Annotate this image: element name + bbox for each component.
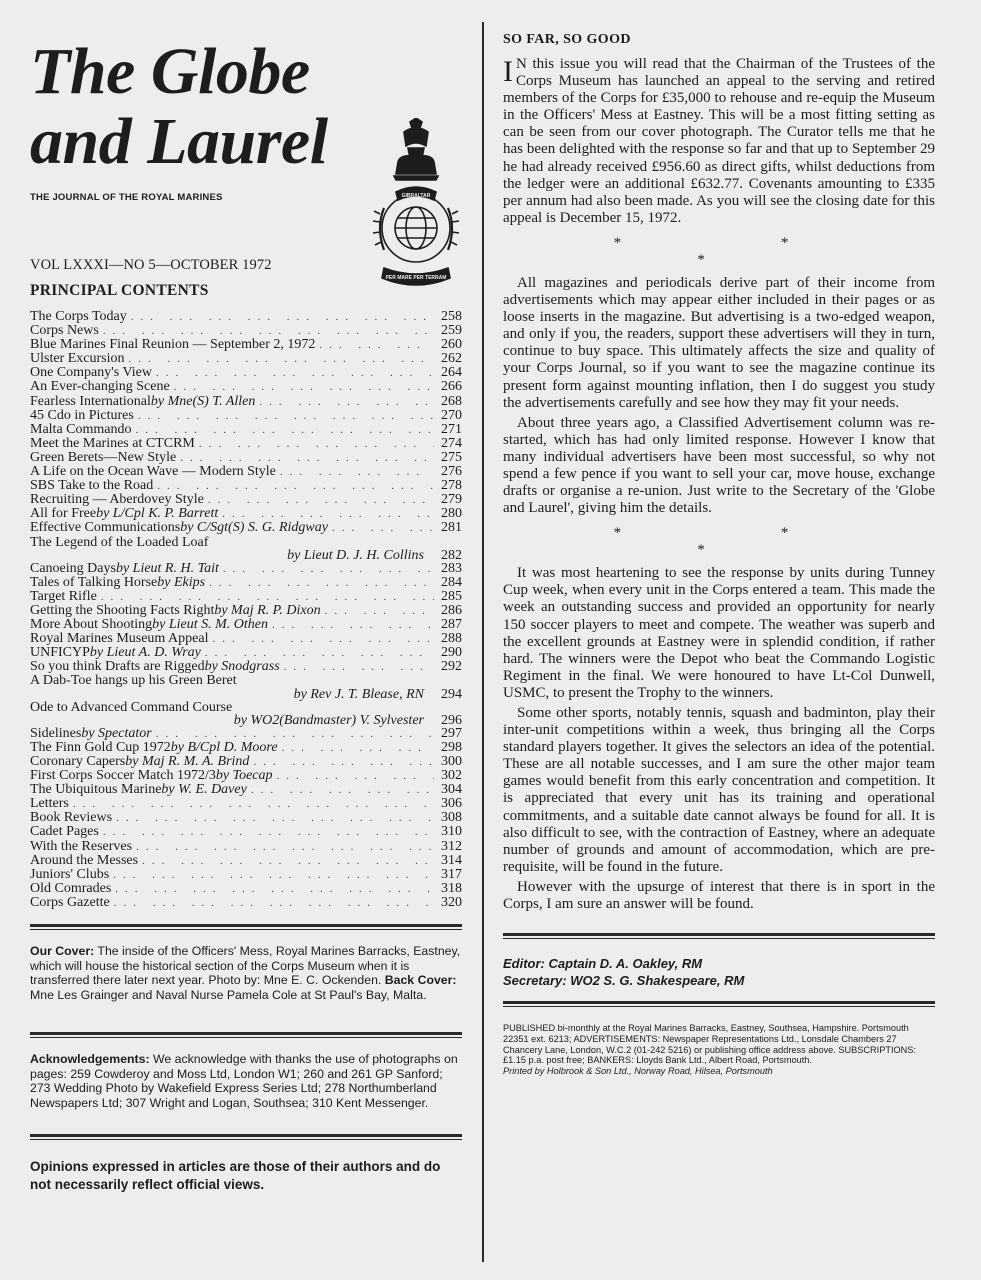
contents-item-page: 284 bbox=[441, 574, 462, 590]
cover-note-label: Our Cover: bbox=[30, 944, 95, 959]
contents-item-title: Around the Messes bbox=[30, 852, 139, 868]
rule-3 bbox=[30, 1134, 462, 1140]
contents-item-page: 259 bbox=[441, 323, 462, 339]
contents-item-byline: by Maj R. P. Dixon bbox=[214, 602, 321, 618]
contents-item-page: 260 bbox=[441, 337, 462, 353]
dot-leader bbox=[255, 396, 434, 409]
editorial-paragraph-6: However with the upsurge of interest that there is in sport in the Corps, I am sure an answer will be found. bbox=[503, 878, 935, 913]
dot-leader bbox=[195, 438, 434, 451]
contents-item-title: Target Rifle bbox=[30, 588, 97, 604]
dot-leader bbox=[132, 424, 435, 437]
contents-item-page: 300 bbox=[441, 754, 462, 769]
contents-item-page: 271 bbox=[441, 421, 462, 437]
masthead-title-line1: The Globe bbox=[30, 35, 310, 108]
contents-item-page: 258 bbox=[441, 309, 462, 324]
volume-line: VOL LXXXI—NO 5—OCTOBER 1972 bbox=[30, 257, 272, 273]
editorial-heading: SO FAR, SO GOOD bbox=[503, 32, 631, 47]
contents-item-byline: by Mne(S) T. Allen bbox=[150, 393, 256, 409]
column-divider bbox=[482, 22, 484, 1262]
contents-item bbox=[30, 811, 462, 825]
contents-item bbox=[30, 727, 462, 741]
contents-item bbox=[30, 769, 462, 783]
contents-item-title: First Corps Soccer Match 1972/3 bbox=[30, 768, 216, 784]
masthead-title-line2: and Laurel bbox=[30, 105, 328, 178]
contents-item bbox=[30, 741, 462, 755]
contents-item-title: Malta Commando bbox=[30, 421, 132, 437]
contents-item-title: Getting the Shooting Facts Right bbox=[30, 602, 215, 618]
drop-cap: I bbox=[503, 55, 513, 88]
section-break-stars-2: * * * bbox=[613, 525, 867, 559]
contents-item bbox=[30, 618, 462, 632]
contents-item-title: Green Berets—New Style bbox=[30, 449, 177, 465]
contents-item-page: 274 bbox=[441, 435, 462, 451]
contents-item-title: The Ubiquitous Marine bbox=[30, 782, 162, 798]
contents-item-byline-row bbox=[30, 714, 462, 727]
publisher-text: PUBLISHED bi-monthly at the Royal Marines Barracks, Eastney, Southsea, Hampshire. Portsmouth 22351 ext. 6213; ADVERTISEMENTS: Newspaper Representations Ltd., Lonsdale Chambers 27 Chancery Lane, London, W.C.2 (01-242 5216) or publishing office address above. SUBSCRIPTIONS: £1.15 p.a. post free; BANKERS: Lloyds Bank Ltd., Albert Road, Portsmouth. bbox=[503, 1023, 916, 1066]
dot-leader bbox=[138, 855, 434, 868]
contents-item-title: An Ever-changing Scene bbox=[30, 379, 170, 395]
publisher-info bbox=[503, 1023, 935, 1077]
contents-item-page: 302 bbox=[441, 768, 462, 784]
contents-item bbox=[30, 896, 462, 910]
section-break-stars: * * * bbox=[613, 234, 867, 268]
contents-item-title: Juniors' Clubs bbox=[30, 866, 110, 882]
contents-item-title: One Company's View bbox=[30, 365, 152, 381]
contents-item-title: UNFICYP bbox=[30, 645, 90, 661]
contents-item-byline: by Spectator bbox=[81, 725, 152, 741]
contents-item bbox=[30, 521, 462, 535]
contents-item bbox=[30, 352, 462, 366]
contents-list bbox=[30, 310, 462, 910]
contents-item-page: 285 bbox=[441, 588, 462, 604]
contents-item-byline-row bbox=[30, 549, 462, 562]
contents-item-byline: by Lieut R. H. Tait bbox=[115, 560, 219, 576]
contents-item bbox=[30, 755, 462, 769]
dot-leader bbox=[111, 883, 434, 896]
contents-item-page: 310 bbox=[441, 824, 462, 840]
contents-item-page: 292 bbox=[441, 659, 462, 675]
contents-item-byline: by Snodgrass bbox=[204, 659, 280, 675]
dot-leader bbox=[69, 798, 434, 811]
contents-item-title: Letters bbox=[30, 796, 69, 812]
left-column bbox=[30, 30, 462, 1194]
contents-item-page: 282 bbox=[441, 547, 462, 563]
dot-leader bbox=[204, 494, 434, 507]
contents-item bbox=[30, 409, 462, 423]
royal-marines-crest-icon bbox=[370, 118, 462, 293]
dot-leader bbox=[247, 784, 434, 797]
contents-item-page: 304 bbox=[441, 782, 462, 798]
dot-leader bbox=[99, 826, 434, 839]
editor-line: Editor: Captain D. A. Oakley, RM bbox=[503, 956, 703, 972]
editorial-paragraph-1 bbox=[503, 56, 935, 227]
contents-item-byline: by Maj R. M. A. Brind bbox=[125, 754, 250, 769]
contents-item-page: 288 bbox=[441, 631, 462, 647]
contents-item bbox=[30, 868, 462, 882]
contents-item-page: 296 bbox=[441, 712, 462, 728]
contents-item-byline: by Ekips bbox=[157, 574, 206, 590]
opinions-disclaimer: Opinions expressed in articles are those of their authors and do not necessarily reflect official views. bbox=[30, 1159, 441, 1193]
contents-item-page: 290 bbox=[441, 645, 462, 661]
contents-item bbox=[30, 882, 462, 896]
journal-subtitle: THE JOURNAL OF THE ROYAL MARINES bbox=[30, 192, 223, 203]
contents-item-page: 320 bbox=[441, 894, 462, 910]
contents-item-page: 317 bbox=[441, 866, 462, 882]
cover-note-text: The inside of the Officers' Mess, Royal Marines Barracks, Eastney, which will house the historical section of the Corps Museum when it is transferred there later next year. Photo by: Mne E. C. Ockenden. bbox=[30, 944, 461, 988]
acknowledgements-text: We acknowledge with thanks the use of photographs on pages: 259 Cowderoy and Moss Ltd, London W1; 260 and 261 GP Sanford; 273 Wedding Photo by Wakefield Express Series Ltd; 278 Northumberland Newspapers Ltd; 307 Wright and Logan, Southsea; 310 Kent Messenger. bbox=[30, 1052, 458, 1110]
dot-leader bbox=[268, 619, 434, 632]
contents-item bbox=[30, 324, 462, 338]
contents-item bbox=[30, 465, 462, 479]
contents-item bbox=[30, 451, 462, 465]
contents-item-title: Fearless International bbox=[30, 393, 151, 409]
dot-leader bbox=[276, 466, 434, 479]
rule-2 bbox=[30, 1032, 462, 1038]
contents-item-byline: by W. E. Davey bbox=[161, 782, 247, 798]
contents-item-title: So you think Drafts are Rigged bbox=[30, 659, 205, 675]
rule-right-1 bbox=[503, 933, 935, 939]
contents-item bbox=[30, 380, 462, 394]
contents-item bbox=[30, 437, 462, 451]
dot-leader bbox=[112, 812, 434, 825]
contents-item-page: 312 bbox=[441, 838, 462, 854]
contents-item-page: 298 bbox=[441, 739, 462, 755]
contents-item-title: Meet the Marines at CTCRM bbox=[30, 435, 195, 451]
contents-item-page: 268 bbox=[441, 393, 462, 409]
dot-leader bbox=[219, 563, 434, 576]
dot-leader bbox=[170, 381, 434, 394]
contents-item-page: 318 bbox=[441, 880, 462, 896]
editorial-paragraph-5: Some other sports, notably tennis, squash and badminton, play their inter-unit competitions within a week, thus bringing all the Corps standard players together. It gives the selectors an idea of the potential. These are all notable successes, and I am sure the other major team games would benefit from this early concentration and competition. It is appreciated that every unit has its training and operational commitments, and a suitable date cannot always be found for all. It is also difficult to see, with the contraction of Eastney, where an adequate number of grounds and amount of accommodation, which are pre-requisite, will be found in the future. bbox=[503, 705, 935, 875]
contents-item-title: All for Free bbox=[30, 506, 97, 522]
editorial-paragraph-3: About three years ago, a Classified Advertisement column was re-started, which has had only limited response. However I know that many individual advertisers have been most successful, so why not spend a few pence if you want to sell your car, move house, exchange drafts or organise a re-union. Just write to the Secretary of the 'Globe and Laurel', giving him the details. bbox=[503, 414, 935, 517]
contents-item bbox=[30, 507, 462, 521]
dot-leader bbox=[152, 367, 434, 380]
contents-item bbox=[30, 366, 462, 380]
contents-item-page: 276 bbox=[441, 464, 462, 480]
contents-item-title: More About Shooting bbox=[30, 617, 153, 633]
contents-item-title: The Finn Gold Cup 1972 bbox=[30, 739, 171, 755]
contents-item-byline: by Lieut D. J. H. Collins bbox=[287, 547, 424, 563]
contents-item-page: 266 bbox=[441, 379, 462, 395]
contents-item bbox=[30, 310, 462, 324]
contents-item-byline: by B/Cpl D. Moore bbox=[170, 739, 278, 755]
contents-item bbox=[30, 783, 462, 797]
printer-line: Printed by Holbrook & Son Ltd., Norway Road, Hilsea, Portsmouth bbox=[503, 1065, 773, 1076]
contents-item-page: 281 bbox=[441, 520, 462, 536]
contents-item-title: 45 Cdo in Pictures bbox=[30, 407, 134, 423]
contents-item-page: 297 bbox=[441, 725, 462, 741]
contents-item bbox=[30, 660, 462, 674]
contents-item bbox=[30, 395, 462, 409]
contents-item-title: SBS Take to the Road bbox=[30, 478, 154, 494]
crest-label-gibraltar: GIBRALTAR bbox=[401, 193, 431, 199]
contents-item bbox=[30, 674, 462, 687]
contents-item-title: The Legend of the Loaded Loaf bbox=[30, 534, 209, 550]
contents-item-title: Sidelines bbox=[30, 725, 82, 741]
dot-leader bbox=[132, 841, 434, 854]
dot-leader bbox=[249, 756, 434, 769]
dot-leader bbox=[315, 339, 434, 352]
dot-leader bbox=[321, 605, 434, 618]
crest-label-motto: PER MARE PER TERRAM bbox=[385, 275, 447, 281]
dot-leader bbox=[109, 869, 434, 882]
contents-item bbox=[30, 840, 462, 854]
dot-leader bbox=[134, 410, 434, 423]
right-column bbox=[503, 32, 935, 1077]
contents-item-page: 286 bbox=[441, 602, 462, 618]
contents-item-title: Tales of Talking Horse bbox=[30, 574, 158, 590]
contents-item-page: 279 bbox=[441, 492, 462, 508]
contents-item-byline: by C/Sgt(S) S. G. Ridgway bbox=[180, 520, 328, 536]
contents-item-title: Corps Gazette bbox=[30, 894, 110, 910]
contents-item-page: 278 bbox=[441, 478, 462, 494]
contents-heading: PRINCIPAL CONTENTS bbox=[30, 282, 209, 299]
contents-item-byline: by Lieut A. D. Wray bbox=[89, 645, 201, 661]
contents-item-byline: by WO2(Bandmaster) V. Sylvester bbox=[233, 712, 424, 728]
contents-item bbox=[30, 825, 462, 839]
secretary-line: Secretary: WO2 S. G. Shakespeare, RM bbox=[503, 973, 745, 989]
contents-item bbox=[30, 632, 462, 646]
contents-item-title: Royal Marines Museum Appeal bbox=[30, 631, 209, 647]
contents-item-title: A Life on the Ocean Wave — Modern Style bbox=[30, 464, 276, 480]
contents-item-byline: by Toecap bbox=[215, 768, 273, 784]
contents-item-title: Ode to Advanced Command Course bbox=[30, 699, 233, 715]
contents-item bbox=[30, 562, 462, 576]
contents-item-page: 270 bbox=[441, 407, 462, 423]
dot-leader bbox=[124, 353, 434, 366]
contents-item-title: Corps News bbox=[30, 323, 99, 339]
contents-item bbox=[30, 701, 462, 714]
contents-item-byline: by Lieut S. M. Othen bbox=[152, 617, 268, 633]
contents-item-byline: by Rev J. T. Blease, RN bbox=[293, 686, 424, 702]
contents-item-byline: by L/Cpl K. P. Barrett bbox=[96, 506, 219, 522]
contents-item-title: Book Reviews bbox=[30, 810, 113, 826]
dot-leader bbox=[97, 591, 434, 604]
contents-item-title: Effective Communications bbox=[30, 520, 181, 536]
contents-item-title: Ulster Excursion bbox=[30, 351, 125, 367]
acknowledgements-label: Acknowledgements: bbox=[30, 1052, 150, 1067]
contents-item-page: 262 bbox=[441, 351, 462, 367]
contents-item bbox=[30, 646, 462, 660]
contents-item-title: Canoeing Days bbox=[30, 560, 116, 576]
back-cover-label: Back Cover: bbox=[384, 973, 457, 988]
contents-item-title: With the Reserves bbox=[30, 838, 133, 854]
contents-item-byline-row bbox=[30, 688, 462, 701]
cover-note bbox=[30, 944, 462, 1002]
contents-item bbox=[30, 536, 462, 549]
dot-leader bbox=[280, 661, 434, 674]
contents-item-title: The Corps Today bbox=[30, 309, 127, 324]
contents-item bbox=[30, 854, 462, 868]
contents-item bbox=[30, 338, 462, 352]
contents-item-page: 287 bbox=[441, 617, 462, 633]
dot-leader bbox=[208, 633, 434, 646]
contents-item-title: A Dab-Toe hangs up his Green Beret bbox=[30, 673, 237, 689]
contents-item-page: 294 bbox=[441, 686, 462, 702]
dot-leader bbox=[278, 742, 434, 755]
dot-leader bbox=[110, 897, 434, 910]
contents-item-title: Blue Marines Final Reunion — September 2, 1972 bbox=[30, 337, 316, 353]
contents-item-page: 275 bbox=[441, 449, 462, 465]
contents-item bbox=[30, 479, 462, 493]
contents-item-page: 283 bbox=[441, 560, 462, 576]
contents-item-title: Coronary Capers bbox=[30, 754, 126, 769]
dot-leader bbox=[205, 577, 434, 590]
contents-item bbox=[30, 797, 462, 811]
contents-item bbox=[30, 590, 462, 604]
acknowledgements bbox=[30, 1052, 462, 1110]
contents-item bbox=[30, 604, 462, 618]
rule-right-2 bbox=[503, 1001, 935, 1007]
contents-item-page: 314 bbox=[441, 852, 462, 868]
editorial-paragraph-4: It was most heartening to see the response by units during Tunney Cup week, when every unit in the Corps entered a team. This made the week an outstanding success and provided an opportunity for nearly 150 soccer players to meet and compete. The weather was superb and the excellent grounds at Eastney were in splendid condition, if rather hard. The winners were the Depot who beat the Commando Logistic Regiment in the final. We were honoured to have Lt-Col Dunwell, USMC, to present the Trophy to the winners. bbox=[503, 565, 935, 701]
dot-leader bbox=[127, 311, 434, 324]
editorial-paragraph-2: All magazines and periodicals derive part of their income from advertisements which may appear either included in their pages or as loose inserts in the magazine. But advertising is a two-edged weapon, and only if you, the readers, support these advertisers will they in turn, continue to buy space. This ultimately affects the size and quality of your Corps Journal, so if you want to see the magazine continue its present form against mounting inflation, then I do suggest you study the advertisements carefully and see how they may fit your needs. bbox=[503, 274, 935, 411]
contents-item-title: Recruiting — Aberdovey Style bbox=[30, 492, 204, 508]
contents-item-page: 306 bbox=[441, 796, 462, 812]
dot-leader bbox=[328, 522, 434, 535]
contents-item-page: 264 bbox=[441, 365, 462, 381]
editorial-paragraph-1-text: N this issue you will read that the Chairman of the Trustees of the Corps Museum has launched an appeal to the serving and retired members of the Corps for £35,000 to rehouse and re-equip the Museum in the Officers' Mess at Eastney. This will be a most fitting setting as can be seen from our cover photograph. The Curator tells me that he has been delighted with the response so far and that up to September 29 he had already received £956.60 as direct gifts, whilst deductions from the ledger were an additional £632.77. Covenants amounting to £335 per annum had also been made. As you will see the closing date for this appeal is December 15, 1972. bbox=[503, 56, 935, 226]
back-cover-text: Mne Les Grainger and Naval Nurse Pamela Cole at St Paul's Bay, Malta. bbox=[30, 987, 427, 1002]
contents-item-page: 308 bbox=[441, 810, 462, 826]
contents-item bbox=[30, 423, 462, 437]
rule-1 bbox=[30, 924, 462, 930]
contents-item bbox=[30, 493, 462, 507]
contents-item-title: Cadet Pages bbox=[30, 824, 99, 840]
contents-item-title: Old Comrades bbox=[30, 880, 112, 896]
contents-item bbox=[30, 576, 462, 590]
dot-leader bbox=[152, 728, 434, 741]
dot-leader bbox=[273, 770, 434, 783]
contents-item-page: 280 bbox=[441, 506, 462, 522]
